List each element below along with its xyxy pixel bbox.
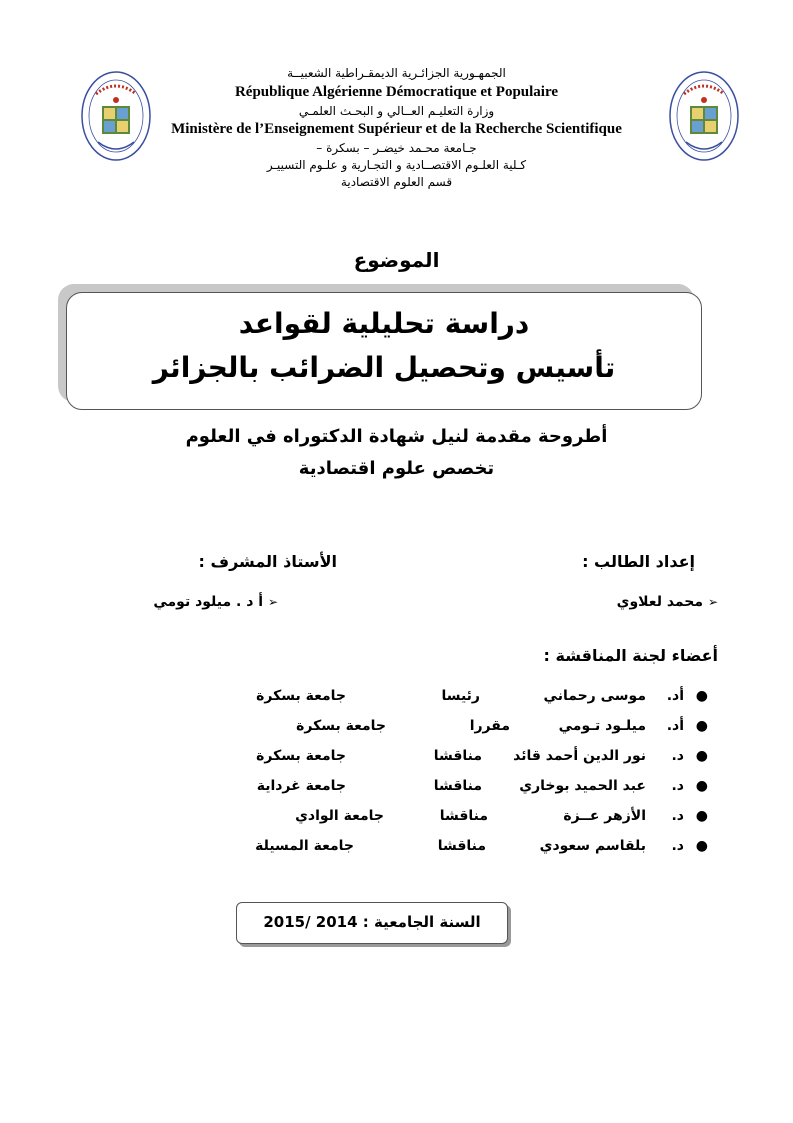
member-university: جامعة بسكرة	[256, 748, 346, 764]
department-ar: قسم العلوم الاقتصادية	[340, 175, 453, 189]
member-university: جامعة المسيلة	[255, 838, 354, 854]
member-title: د.	[671, 778, 684, 794]
faculty-ar: كـلية العلـوم الاقتصــادية و التجـارية و علـوم التسييـر	[266, 158, 527, 172]
arrow-bullet-icon: ➢	[267, 595, 278, 609]
committee-label: أعضاء لجنة المناقشة :	[543, 646, 718, 665]
student-label: إعداد الطالب :	[582, 552, 695, 571]
bullet-icon: ●	[695, 748, 708, 764]
bullet-icon: ●	[695, 838, 708, 854]
member-university: جامعة بسكرة	[256, 688, 346, 704]
member-name: الأزهر عــزة	[563, 808, 646, 824]
thesis-description: أطروحة مقدمة لنيل شهادة الدكتوراه في العلوم	[185, 426, 608, 447]
member-role: مناقشا	[439, 808, 488, 824]
university-ar: جـامعة محـمد خيضـر – بسكرة –	[316, 141, 477, 155]
member-university: جامعة غرداية	[256, 778, 346, 794]
committee-member-row	[120, 808, 720, 830]
member-university: جامعة الوادي	[295, 808, 384, 824]
committee-member-row	[120, 748, 720, 770]
member-name: ميلـود تـومي	[558, 718, 646, 734]
supervisor-name: أ د . ميلود تومي	[153, 594, 264, 610]
member-title: د.	[671, 838, 684, 854]
bullet-icon: ●	[695, 688, 708, 704]
bullet-icon: ●	[695, 808, 708, 824]
bullet-icon: ●	[695, 778, 708, 794]
member-title: أد.	[666, 718, 684, 734]
student-name-row	[617, 594, 718, 610]
supervisor-label: الأستاذ المشرف :	[198, 552, 337, 571]
university-seal-icon	[668, 70, 740, 170]
republic-ar: الجمهـورية الجزائـرية الديمقـراطية الشعبيــة	[287, 66, 506, 80]
supervisor-name-row	[153, 594, 278, 610]
university-seal-icon	[80, 70, 152, 170]
committee-member-row	[120, 718, 720, 740]
bullet-icon: ●	[695, 718, 708, 734]
thesis-title-box	[66, 292, 702, 410]
committee-member-row	[120, 688, 720, 710]
thesis-specialty: تخصص علوم اقتصادية	[298, 458, 495, 479]
member-university: جامعة بسكرة	[296, 718, 386, 734]
member-name: بلقاسم سعودي	[539, 838, 646, 854]
member-title: أد.	[666, 688, 684, 704]
committee-member-row	[120, 778, 720, 800]
member-title: د.	[671, 748, 684, 764]
university-logo-left	[80, 70, 152, 170]
member-role: مناقشا	[433, 748, 482, 764]
subject-label: الموضوع	[353, 248, 440, 272]
thesis-title-line2: تأسيس وتحصيل الضرائب بالجزائر	[152, 351, 616, 384]
thesis-title-line1: دراسة تحليلية لقواعد	[238, 307, 530, 340]
member-role: مقررا	[469, 718, 510, 734]
member-name: موسى رحماني	[543, 688, 646, 704]
student-name: محمد لعلاوي	[616, 594, 704, 610]
university-logo-right	[668, 70, 740, 170]
member-role: مناقشا	[437, 838, 486, 854]
academic-year: السنة الجامعية : 2014 /2015	[263, 913, 481, 931]
committee-member-row	[120, 838, 720, 860]
member-name: نور الدين أحمد قائد	[513, 748, 646, 764]
member-title: د.	[671, 808, 684, 824]
academic-year-box	[236, 902, 508, 944]
ministry-ar: وزارة التعليـم العــالي و البحـث العلمـي	[298, 104, 495, 118]
arrow-bullet-icon: ➢	[707, 595, 718, 609]
republic-fr: République Algérienne Démocratique et Populaire	[234, 84, 559, 100]
member-role: رئيسا	[441, 688, 480, 704]
member-role: مناقشا	[433, 778, 482, 794]
member-name: عبد الحميد بوخاري	[519, 778, 646, 794]
ministry-fr: Ministère de l’Enseignement Supérieur et de la Recherche Scientifique	[171, 121, 622, 137]
